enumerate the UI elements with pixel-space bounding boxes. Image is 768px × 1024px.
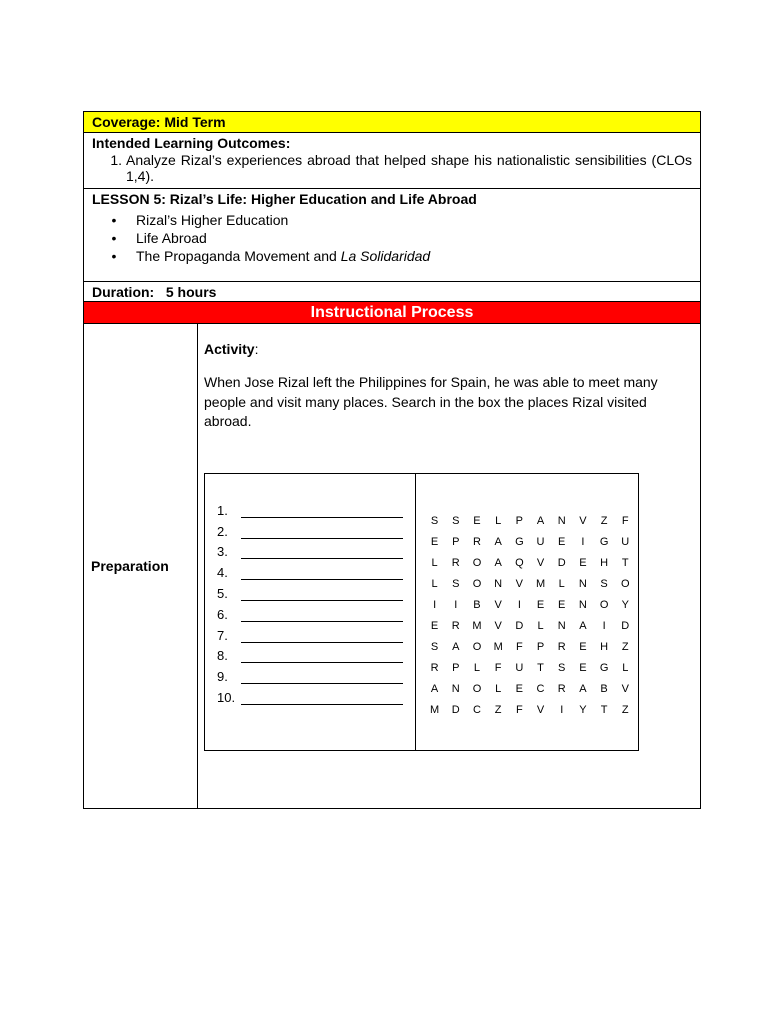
grid-letter[interactable]: U	[515, 661, 524, 674]
lesson-topic-text: Rizal’s Higher Education	[136, 212, 289, 228]
grid-letter[interactable]: L	[431, 577, 438, 590]
grid-letter[interactable]: M	[430, 703, 440, 716]
grid-letter[interactable]: V	[621, 682, 629, 695]
grid-letter[interactable]: O	[472, 556, 482, 569]
grid-letter[interactable]: G	[599, 661, 609, 674]
lesson-section	[84, 189, 700, 282]
answer-blanks	[205, 474, 416, 750]
grid-letter[interactable]: D	[621, 619, 630, 632]
grid-row	[424, 636, 638, 657]
grid-letter[interactable]: T	[537, 661, 544, 674]
grid-letter[interactable]: O	[472, 682, 482, 695]
grid-letter[interactable]: R	[430, 661, 439, 674]
grid-letter[interactable]: D	[515, 619, 524, 632]
grid-letter[interactable]: I	[517, 598, 521, 611]
answer-blank-row	[217, 539, 415, 560]
grid-letter[interactable]: N	[578, 577, 587, 590]
grid-letter[interactable]: P	[536, 640, 545, 653]
grid-letter[interactable]: M	[535, 577, 546, 590]
grid-letter[interactable]: E	[579, 556, 587, 569]
grid-letter[interactable]: L	[473, 661, 481, 674]
grid-letter[interactable]: P	[515, 514, 524, 527]
grid-letter[interactable]: O	[599, 598, 609, 611]
answer-number: 9.	[217, 669, 228, 685]
grid-letter[interactable]: I	[602, 619, 606, 632]
grid-row	[424, 657, 638, 678]
grid-letter[interactable]: S	[452, 514, 460, 527]
word-search-box	[204, 473, 639, 751]
lesson-topic-text	[136, 247, 430, 265]
grid-letter[interactable]: E	[473, 514, 481, 527]
answer-blank-row	[217, 559, 415, 580]
bullet-icon: •	[111, 248, 117, 264]
answer-blank-row	[217, 663, 415, 684]
grid-letter[interactable]: A	[494, 535, 502, 548]
word-search-grid	[416, 474, 638, 750]
grid-letter[interactable]: S	[558, 661, 566, 674]
grid-letter[interactable]: I	[581, 535, 585, 548]
grid-letter[interactable]: E	[430, 535, 439, 548]
grid-letter[interactable]: M	[472, 619, 482, 632]
grid-letter[interactable]: P	[452, 661, 460, 674]
answer-number: 8.	[217, 648, 228, 664]
grid-letter[interactable]: L	[495, 682, 502, 695]
grid-letter[interactable]: Z	[494, 703, 502, 716]
answer-blank-row	[217, 497, 415, 518]
preparation-content	[198, 324, 700, 808]
answer-number: 5.	[217, 585, 228, 601]
grid-letter[interactable]: D	[451, 703, 460, 716]
grid-letter[interactable]: L	[622, 661, 629, 674]
answer-line[interactable]	[241, 565, 403, 580]
preparation-label: Preparation	[84, 324, 198, 808]
grid-letter[interactable]: Z	[621, 703, 629, 716]
grid-row	[424, 573, 638, 594]
grid-letter[interactable]: R	[557, 640, 566, 653]
grid-letter[interactable]: E	[558, 598, 566, 611]
grid-letter[interactable]: E	[536, 598, 545, 611]
grid-letter[interactable]: S	[600, 577, 608, 590]
answer-number: 2.	[217, 523, 228, 539]
grid-row	[424, 699, 638, 720]
grid-letter[interactable]: U	[536, 535, 545, 548]
grid-letter[interactable]: I	[560, 703, 564, 716]
grid-letter[interactable]: E	[430, 619, 439, 632]
grid-letter[interactable]: B	[473, 598, 481, 611]
answer-blank-row	[217, 601, 415, 622]
coverage-row: Coverage: Mid Term	[84, 112, 700, 133]
grid-letter[interactable]: N	[494, 577, 503, 590]
grid-letter[interactable]: O	[472, 640, 482, 653]
grid-letter[interactable]: A	[579, 682, 587, 695]
grid-letter[interactable]: A	[536, 514, 545, 527]
grid-letter[interactable]: B	[600, 682, 608, 695]
grid-letter[interactable]: S	[452, 577, 460, 590]
grid-letter[interactable]: C	[536, 682, 545, 695]
answer-line[interactable]	[241, 628, 403, 643]
learning-outcome-item	[92, 152, 692, 184]
bullet-icon: •	[111, 212, 117, 228]
lesson-topic	[92, 211, 692, 229]
grid-letter[interactable]: S	[430, 640, 439, 653]
grid-letter[interactable]: M	[493, 640, 503, 653]
lesson-topic-prefix: The Propaganda Movement and	[136, 248, 341, 264]
grid-letter[interactable]: Y	[621, 598, 629, 611]
answer-blank-row	[217, 622, 415, 643]
grid-letter[interactable]: R	[451, 556, 460, 569]
grid-letter[interactable]: E	[579, 661, 587, 674]
learning-outcomes-header: Intended Learning Outcomes:	[92, 135, 291, 151]
lesson-topic-italic: La Solidaridad	[340, 248, 431, 264]
grid-letter[interactable]: Q	[515, 556, 524, 569]
activity-label: Activity	[204, 341, 255, 357]
grid-letter[interactable]: A	[430, 682, 439, 695]
answer-number: 4.	[217, 565, 228, 581]
grid-letter[interactable]: T	[621, 556, 629, 569]
grid-letter[interactable]: L	[431, 556, 438, 569]
grid-letter[interactable]: Z	[621, 640, 629, 653]
answer-line[interactable]	[241, 669, 403, 684]
grid-row	[424, 678, 638, 699]
answer-number: 3.	[217, 544, 228, 560]
lesson-topics-list	[92, 211, 692, 265]
grid-letter[interactable]: R	[557, 682, 566, 695]
answer-line[interactable]	[241, 503, 403, 518]
grid-letter[interactable]: F	[515, 703, 523, 716]
grid-letter[interactable]: L	[558, 577, 565, 590]
grid-letter[interactable]: E	[558, 535, 566, 548]
grid-letter[interactable]: C	[472, 703, 481, 716]
answer-blank-row	[217, 580, 415, 601]
grid-letter[interactable]: N	[557, 619, 566, 632]
grid-letter[interactable]: O	[472, 577, 482, 590]
grid-letter[interactable]: E	[515, 682, 524, 695]
answer-number: 1.	[217, 502, 228, 518]
grid-letter[interactable]: V	[536, 556, 545, 569]
lesson-topic	[92, 229, 692, 247]
activity-heading	[204, 341, 258, 357]
lesson-topic	[92, 247, 692, 265]
grid-letter[interactable]: V	[494, 598, 502, 611]
answer-number: 7.	[217, 627, 228, 643]
grid-letter[interactable]: D	[557, 556, 566, 569]
grid-letter[interactable]: R	[472, 535, 481, 548]
answer-blank-row	[217, 684, 415, 705]
answer-number: 10.	[217, 689, 236, 705]
answer-line[interactable]	[241, 648, 403, 663]
grid-letter[interactable]: N	[578, 598, 587, 611]
grid-letter[interactable]: L	[537, 619, 544, 632]
grid-letter[interactable]: A	[494, 556, 502, 569]
outcome-number: 1.	[110, 152, 122, 168]
grid-row	[424, 594, 638, 615]
grid-row	[424, 615, 638, 636]
grid-letter[interactable]: Y	[579, 703, 587, 716]
grid-letter[interactable]: A	[579, 619, 587, 632]
answer-number: 6.	[217, 606, 228, 622]
grid-letter[interactable]: T	[600, 703, 608, 716]
answer-line[interactable]	[241, 690, 403, 705]
grid-letter[interactable]: I	[433, 598, 437, 611]
grid-letter[interactable]: N	[557, 514, 566, 527]
duration-row: Duration: 5 hours	[84, 282, 700, 302]
activity-colon: :	[254, 341, 259, 357]
grid-row	[424, 552, 638, 573]
grid-letter[interactable]: V	[536, 703, 545, 716]
answer-line[interactable]	[241, 544, 403, 559]
grid-letter[interactable]: H	[600, 640, 609, 653]
grid-letter[interactable]: L	[495, 514, 502, 527]
instructional-process-banner: Instructional Process	[84, 302, 700, 324]
lesson-topic-text: Life Abroad	[136, 230, 207, 246]
grid-row	[424, 510, 638, 531]
grid-letter[interactable]: R	[451, 619, 460, 632]
grid-letter[interactable]: F	[621, 514, 629, 527]
grid-letter[interactable]: A	[452, 640, 460, 653]
grid-letter[interactable]: V	[494, 619, 502, 632]
grid-letter[interactable]: V	[579, 514, 587, 527]
answer-line[interactable]	[241, 524, 403, 539]
grid-letter[interactable]: P	[452, 535, 460, 548]
preparation-row	[84, 324, 700, 808]
grid-letter[interactable]: G	[599, 535, 609, 548]
grid-row	[424, 531, 638, 552]
answer-blank-row	[217, 643, 415, 664]
grid-letter[interactable]: V	[515, 577, 524, 590]
grid-letter[interactable]: N	[451, 682, 460, 695]
lesson-title: LESSON 5: Rizal’s Life: Higher Education and Life Abroad	[92, 191, 477, 207]
grid-letter[interactable]: H	[600, 556, 609, 569]
grid-letter[interactable]: E	[579, 640, 587, 653]
lesson-plan-table	[83, 111, 701, 809]
bullet-icon: •	[111, 230, 117, 246]
answer-line[interactable]	[241, 607, 403, 622]
answer-blank-row	[217, 518, 415, 539]
answer-line[interactable]	[241, 586, 403, 601]
outcome-text: Analyze Rizal’s experiences abroad that helped shape his nationalistic sensibilities (CLOs 1,4).	[126, 152, 692, 184]
grid-letter[interactable]: O	[621, 577, 630, 590]
grid-letter[interactable]: Z	[600, 514, 608, 527]
activity-instructions: When Jose Rizal left the Philippines for Spain, he was able to meet many people and visit many places. Search in the box the places Rizal visited abroad.	[204, 374, 658, 429]
grid-letter[interactable]: F	[515, 640, 523, 653]
grid-letter[interactable]: F	[494, 661, 502, 674]
grid-letter[interactable]: G	[515, 535, 524, 548]
grid-letter[interactable]: S	[430, 514, 439, 527]
learning-outcomes-section	[84, 133, 700, 189]
grid-letter[interactable]: I	[454, 598, 458, 611]
grid-letter[interactable]: U	[621, 535, 630, 548]
